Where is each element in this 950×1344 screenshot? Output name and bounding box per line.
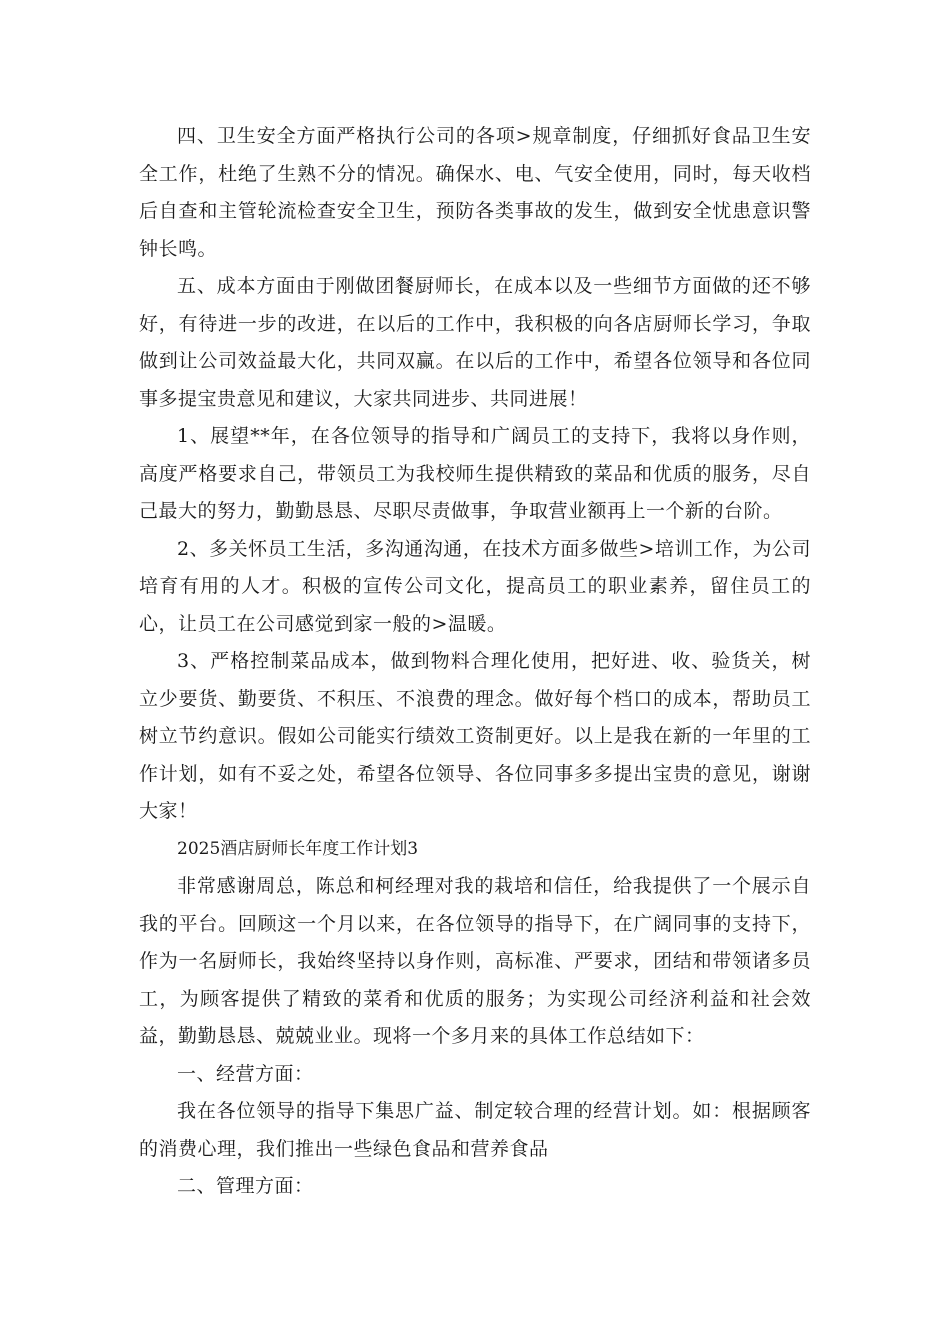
section-title: 2025酒店厨师长年度工作计划3 bbox=[177, 838, 419, 859]
document-body bbox=[139, 118, 811, 1206]
paragraph-item-1: 1、展望**年，在各位领导的指导和广阔员工的支持下，我将以身作则，高度严格要求自己，带领员工为我校师生提供精致的菜品和优质的服务，尽自己最大的努力，勤勤恳恳、尽职尽责做事，争取营业额再上一个新的台阶。 bbox=[139, 425, 811, 522]
paragraph-hygiene-safety: 四、卫生安全方面严格执行公司的各项>规章制度，仔细抓好食品卫生安全工作，杜绝了生熟不分的情况。确保水、电、气安全使用，同时，每天收档后自查和主管轮流检查安全卫生，预防各类事故的发生，做到安全忧患意识警钟长鸣。 bbox=[139, 125, 811, 260]
paragraph-item-2: 2、多关怀员工生活，多沟通沟通，在技术方面多做些>培训工作，为公司培育有用的人才。积极的宣传公司文化，提高员工的职业素养，留住员工的心，让员工在公司感觉到家一般的>温暖。 bbox=[139, 537, 811, 635]
paragraph-thanks: 非常感谢周总，陈总和柯经理对我的栽培和信任，给我提供了一个展示自我的平台。回顾这一个月以来，在各位领导的指导下，在广阔同事的支持下，作为一名厨师长，我始终坚持以身作则，高标准、严要求，团结和带领诸多员工，为顾客提供了精致的菜肴和优质的服务；为实现公司经济利益和社会效益，勤勤恳恳、兢兢业业。现将一个多月来的具体工作总结如下： bbox=[139, 875, 811, 1047]
paragraph-operations: 我在各位领导的指导下集思广益、制定较合理的经营计划。如：根据顾客的消费心理，我们推出一些绿色食品和营养食品 bbox=[139, 1100, 811, 1160]
paragraph-management-heading: 二、管理方面： bbox=[177, 1175, 314, 1197]
paragraph-item-3: 3、严格控制菜品成本，做到物料合理化使用，把好进、收、验货关，树立少要货、勤要货、不积压、不浪费的理念。做好每个档口的成本，帮助员工树立节约意识。假如公司能实行绩效工资制更好。以上是我在新的一年里的工作计划，如有不妥之处，希望各位领导、各位同事多多提出宝贵的意见，谢谢大家！ bbox=[139, 650, 811, 822]
paragraph-cost: 五、成本方面由于刚做团餐厨师长，在成本以及一些细节方面做的还不够好，有待进一步的改进，在以后的工作中，我积极的向各店厨师长学习，争取做到让公司效益最大化，共同双赢。在以后的工作中，希望各位领导和各位同事多提宝贵意见和建议，大家共同进步、共同进展！ bbox=[139, 275, 811, 410]
paragraph-operations-heading: 一、经营方面： bbox=[177, 1062, 314, 1085]
